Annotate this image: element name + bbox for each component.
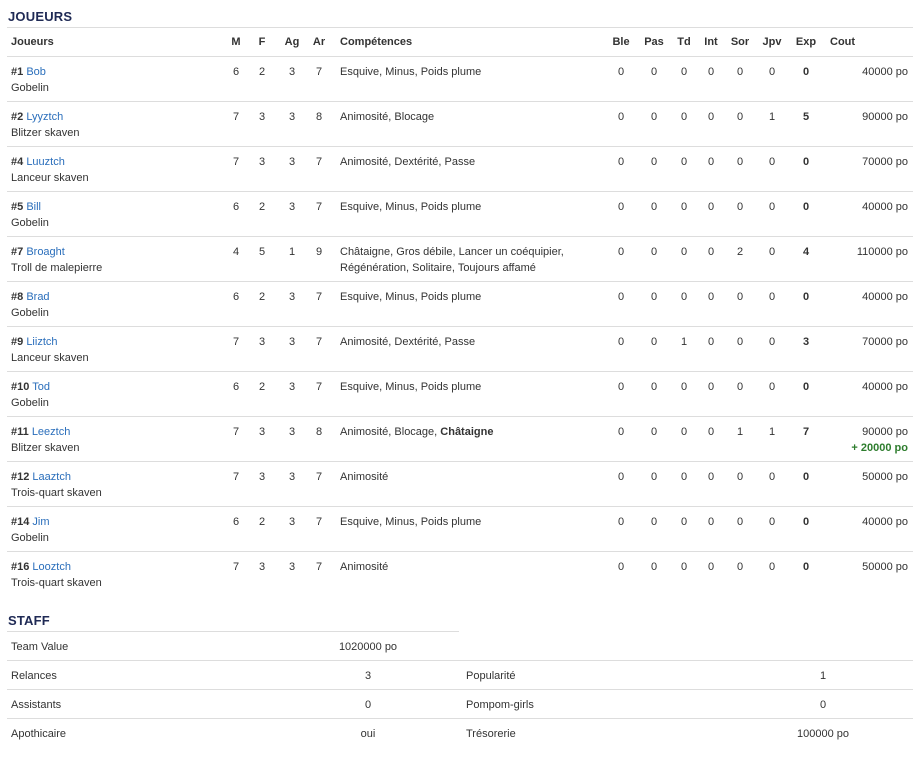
player-stat-jpv: 1 [768,426,776,438]
player-number: #2 [11,111,24,123]
player-stat-td: 0 [680,66,688,78]
player-stat-pas: 0 [650,561,658,573]
player-stat-f: 2 [258,291,266,303]
player-stat-ag: 3 [288,291,296,303]
player-skills-text: Animosité [340,471,389,483]
player-stat-exp: 0 [802,471,810,483]
relances-label: Relances [11,670,57,682]
player-stat-pas: 0 [650,336,658,348]
player-type: Blitzer skaven [11,442,80,454]
header-ar: Ar [312,36,326,48]
player-number: #5 [11,201,24,213]
player-stat-jpv: 0 [768,66,776,78]
player-stat-ag: 3 [288,156,296,168]
player-stat-m: 6 [232,201,240,213]
player-stat-ble: 0 [617,156,625,168]
player-stat-f: 2 [258,201,266,213]
player-stat-ar: 7 [315,66,323,78]
player-stat-pas: 0 [650,516,658,528]
player-cost: 40000 po [862,516,908,528]
player-stat-sor: 2 [736,246,744,258]
player-id-line [11,65,46,79]
player-stat-exp: 0 [802,201,810,213]
player-stat-sor: 0 [736,381,744,393]
assistants-label: Assistants [11,699,62,711]
player-number: #8 [11,291,24,303]
player-stat-ag: 1 [288,246,296,258]
pompom-value: 0 [819,699,827,711]
player-skills [340,425,493,439]
player-cost: 50000 po [862,471,908,483]
player-stat-m: 6 [232,516,240,528]
player-stat-td: 0 [680,426,688,438]
player-stat-m: 6 [232,66,240,78]
player-skills-text: Animosité, Blocage, [340,426,441,438]
player-stat-m: 7 [232,111,240,123]
player-skills-text: Animosité, Dextérité, Passe [340,336,476,348]
row-divider [7,326,913,327]
player-stat-exp: 0 [802,561,810,573]
player-stat-m: 7 [232,156,240,168]
player-stat-sor: 1 [736,426,744,438]
player-stat-ar: 7 [315,201,323,213]
player-id-line [11,110,63,124]
player-stat-int: 0 [707,561,715,573]
player-skills-line2: Régénération, Solitaire, Toujours affamé [340,262,536,274]
player-type: Trois-quart skaven [11,487,102,499]
player-stat-ar: 7 [315,381,323,393]
title-divider [7,27,913,28]
player-stat-sor: 0 [736,156,744,168]
player-stat-pas: 0 [650,246,658,258]
header-competences: Compétences [340,36,413,48]
player-stat-td: 0 [680,111,688,123]
player-stat-m: 4 [232,246,240,258]
team-value: 1020000 po [338,641,398,653]
player-skills [340,470,388,484]
player-stat-m: 6 [232,381,240,393]
header-cout: Cout [830,36,856,48]
player-stat-sor: 0 [736,291,744,303]
player-stat-exp: 0 [802,66,810,78]
player-name-link[interactable]: Looztch [32,561,71,573]
player-number: #14 [11,516,30,528]
player-cost: 90000 po [862,426,908,438]
player-stat-f: 3 [258,111,266,123]
header-joueurs: Joueurs [11,36,54,48]
staff-section-title: STAFF [8,613,50,628]
player-stat-exp: 0 [802,516,810,528]
player-stat-f: 5 [258,246,266,258]
player-stat-int: 0 [707,246,715,258]
player-name-link[interactable]: Lyyztch [26,111,64,123]
player-stat-ag: 3 [288,381,296,393]
player-stat-ar: 7 [315,561,323,573]
player-stat-pas: 0 [650,471,658,483]
player-stat-ag: 3 [288,561,296,573]
player-name-link[interactable]: Tod [32,381,50,393]
player-number: #9 [11,336,24,348]
player-id-line [11,515,50,529]
header-jpv: Jpv [762,36,782,48]
player-type: Troll de malepierre [11,262,103,274]
player-stat-sor: 0 [736,111,744,123]
row-divider [7,191,913,192]
player-id-line [11,335,58,349]
header-pas: Pas [644,36,664,48]
tresorerie-label: Trésorerie [466,728,516,740]
player-stat-ar: 7 [315,291,323,303]
popularite-value: 1 [819,670,827,682]
assistants-value: 0 [364,699,372,711]
player-skills [340,65,481,79]
player-stat-ag: 3 [288,201,296,213]
row-divider [7,146,913,147]
player-stat-jpv: 1 [768,111,776,123]
player-stat-int: 0 [707,201,715,213]
player-stat-ble: 0 [617,291,625,303]
player-type: Gobelin [11,397,49,409]
row-divider [7,416,913,417]
player-stat-td: 0 [680,291,688,303]
player-id-line [11,290,50,304]
player-stat-jpv: 0 [768,561,776,573]
player-stat-jpv: 0 [768,471,776,483]
player-stat-ble: 0 [617,336,625,348]
staff-divider [7,660,913,661]
player-cost: 40000 po [862,381,908,393]
player-id-line [11,425,70,439]
player-stat-ble: 0 [617,111,625,123]
header-ag: Ag [284,36,300,48]
player-stat-sor: 0 [736,516,744,528]
player-stat-ble: 0 [617,381,625,393]
player-id-line [11,245,65,259]
tresorerie-value: 100000 po [797,728,849,740]
pompom-label: Pompom-girls [466,699,534,711]
player-cost: 90000 po [862,111,908,123]
player-stat-td: 1 [680,336,688,348]
player-type: Gobelin [11,82,49,94]
player-stat-exp: 3 [802,336,810,348]
player-skills-text: Esquive, Minus, Poids plume [340,291,482,303]
player-stat-sor: 0 [736,336,744,348]
player-skills [340,110,434,124]
player-stat-f: 3 [258,156,266,168]
player-stat-int: 0 [707,291,715,303]
staff-divider [7,718,913,719]
player-stat-ag: 3 [288,471,296,483]
player-type: Blitzer skaven [11,127,80,139]
header-ble: Ble [612,36,630,48]
row-divider [7,236,913,237]
player-stat-td: 0 [680,201,688,213]
player-stat-int: 0 [707,66,715,78]
player-stat-jpv: 0 [768,381,776,393]
player-cost: 40000 po [862,66,908,78]
player-stat-jpv: 0 [768,201,776,213]
player-skills [340,245,564,259]
player-cost: 40000 po [862,201,908,213]
player-stat-exp: 0 [802,381,810,393]
player-number: #4 [11,156,24,168]
row-divider [7,461,913,462]
player-stat-m: 7 [232,336,240,348]
player-stat-ble: 0 [617,426,625,438]
row-divider [7,551,913,552]
player-stat-int: 0 [707,426,715,438]
player-skills [340,155,475,169]
player-stat-exp: 7 [802,426,810,438]
player-id-line [11,155,65,169]
player-stat-ble: 0 [617,516,625,528]
player-stat-pas: 0 [650,291,658,303]
player-stat-exp: 0 [802,156,810,168]
relances-value: 3 [364,670,372,682]
player-stat-jpv: 0 [768,246,776,258]
player-name-link[interactable]: Liiztch [26,336,58,348]
player-skill-new: Châtaigne [440,426,494,438]
player-skills [340,515,481,529]
player-stat-jpv: 0 [768,156,776,168]
player-stat-int: 0 [707,381,715,393]
player-type: Trois-quart skaven [11,577,102,589]
player-stat-ar: 7 [315,336,323,348]
player-stat-td: 0 [680,471,688,483]
player-name-link[interactable]: Brad [26,291,50,303]
row-divider [7,101,913,102]
player-stat-m: 7 [232,471,240,483]
player-stat-ar: 7 [315,156,323,168]
header-int: Int [704,36,718,48]
player-stat-jpv: 0 [768,291,776,303]
player-stat-sor: 0 [736,471,744,483]
player-stat-f: 2 [258,66,266,78]
player-name-link[interactable]: Broaght [26,246,65,258]
player-stat-ar: 7 [315,516,323,528]
staff-title-divider [7,631,459,632]
player-skills [340,380,481,394]
row-divider [7,506,913,507]
player-name-link[interactable]: Leeztch [31,426,71,438]
player-stat-f: 2 [258,381,266,393]
player-stat-td: 0 [680,516,688,528]
apothicaire-value: oui [360,728,376,740]
players-section-title: JOUEURS [8,9,73,24]
header-exp: Exp [795,36,817,48]
player-name-link[interactable]: Bill [26,201,41,213]
player-stat-ag: 3 [288,516,296,528]
player-stat-pas: 0 [650,201,658,213]
player-stat-sor: 0 [736,66,744,78]
player-skills-text: Esquive, Minus, Poids plume [340,201,482,213]
player-skills [340,335,475,349]
player-stat-f: 3 [258,471,266,483]
row-divider [7,371,913,372]
player-cost: 50000 po [862,561,908,573]
player-type: Lanceur skaven [11,172,89,184]
player-stat-ble: 0 [617,471,625,483]
player-stat-int: 0 [707,111,715,123]
player-skills [340,290,481,304]
player-stat-td: 0 [680,246,688,258]
player-stat-ag: 3 [288,66,296,78]
player-stat-pas: 0 [650,66,658,78]
header-m: M [231,36,241,48]
player-stat-int: 0 [707,336,715,348]
staff-divider [7,689,913,690]
player-stat-ar: 9 [315,246,323,258]
player-stat-pas: 0 [650,426,658,438]
player-type: Gobelin [11,307,49,319]
player-name-link[interactable]: Jim [32,516,50,528]
header-td: Td [677,36,691,48]
player-stat-m: 7 [232,561,240,573]
player-cost-bonus: + 20000 po [851,442,908,454]
row-divider [7,281,913,282]
player-number: #1 [11,66,24,78]
player-stat-f: 2 [258,516,266,528]
player-stat-ble: 0 [617,246,625,258]
team-value-label: Team Value [11,641,69,653]
player-id-line [11,560,71,574]
player-stat-td: 0 [680,381,688,393]
player-id-line [11,380,50,394]
player-number: #12 [11,471,30,483]
player-stat-int: 0 [707,516,715,528]
player-number: #16 [11,561,30,573]
player-stat-exp: 4 [802,246,810,258]
player-stat-ag: 3 [288,111,296,123]
player-skills-text: Esquive, Minus, Poids plume [340,516,482,528]
player-stat-jpv: 0 [768,336,776,348]
player-cost: 70000 po [862,336,908,348]
player-stat-exp: 5 [802,111,810,123]
player-stat-f: 3 [258,561,266,573]
player-skills-text: Esquive, Minus, Poids plume [340,381,482,393]
player-stat-td: 0 [680,156,688,168]
player-skills-text: Animosité [340,561,389,573]
player-skills-text: Animosité, Blocage [340,111,435,123]
player-skills [340,200,481,214]
player-stat-pas: 0 [650,156,658,168]
player-skills [340,560,388,574]
player-id-line [11,200,41,214]
player-name-link[interactable]: Bob [26,66,46,78]
player-number: #10 [11,381,30,393]
player-stat-f: 3 [258,336,266,348]
player-type: Gobelin [11,217,49,229]
player-stat-sor: 0 [736,201,744,213]
player-stat-jpv: 0 [768,516,776,528]
player-number: #7 [11,246,24,258]
player-stat-ag: 3 [288,426,296,438]
player-number: #11 [11,426,29,438]
player-stat-int: 0 [707,471,715,483]
player-stat-ble: 0 [617,66,625,78]
player-stat-pas: 0 [650,111,658,123]
player-id-line [11,470,71,484]
header-divider [7,56,913,57]
player-stat-f: 3 [258,426,266,438]
player-type: Gobelin [11,532,49,544]
player-type: Lanceur skaven [11,352,89,364]
player-stat-ble: 0 [617,201,625,213]
player-stat-ar: 8 [315,426,323,438]
player-stat-td: 0 [680,561,688,573]
player-skills-text: Animosité, Dextérité, Passe [340,156,476,168]
player-stat-ar: 8 [315,111,323,123]
player-stat-m: 7 [232,426,240,438]
player-name-link[interactable]: Laaztch [32,471,71,483]
player-skills-text: Châtaigne, Gros débile, Lancer un coéquipier, [340,246,564,258]
player-cost: 110000 po [856,246,908,258]
player-stat-m: 6 [232,291,240,303]
player-stat-int: 0 [707,156,715,168]
apothicaire-label: Apothicaire [11,728,67,740]
player-stat-exp: 0 [802,291,810,303]
player-stat-ar: 7 [315,471,323,483]
player-stat-sor: 0 [736,561,744,573]
player-stat-pas: 0 [650,381,658,393]
popularite-label: Popularité [466,670,516,682]
header-sor: Sor [730,36,750,48]
header-f: F [258,36,266,48]
player-stat-ag: 3 [288,336,296,348]
player-cost: 40000 po [862,291,908,303]
player-cost: 70000 po [862,156,908,168]
player-skills-text: Esquive, Minus, Poids plume [340,66,482,78]
player-name-link[interactable]: Luuztch [26,156,65,168]
player-stat-ble: 0 [617,561,625,573]
